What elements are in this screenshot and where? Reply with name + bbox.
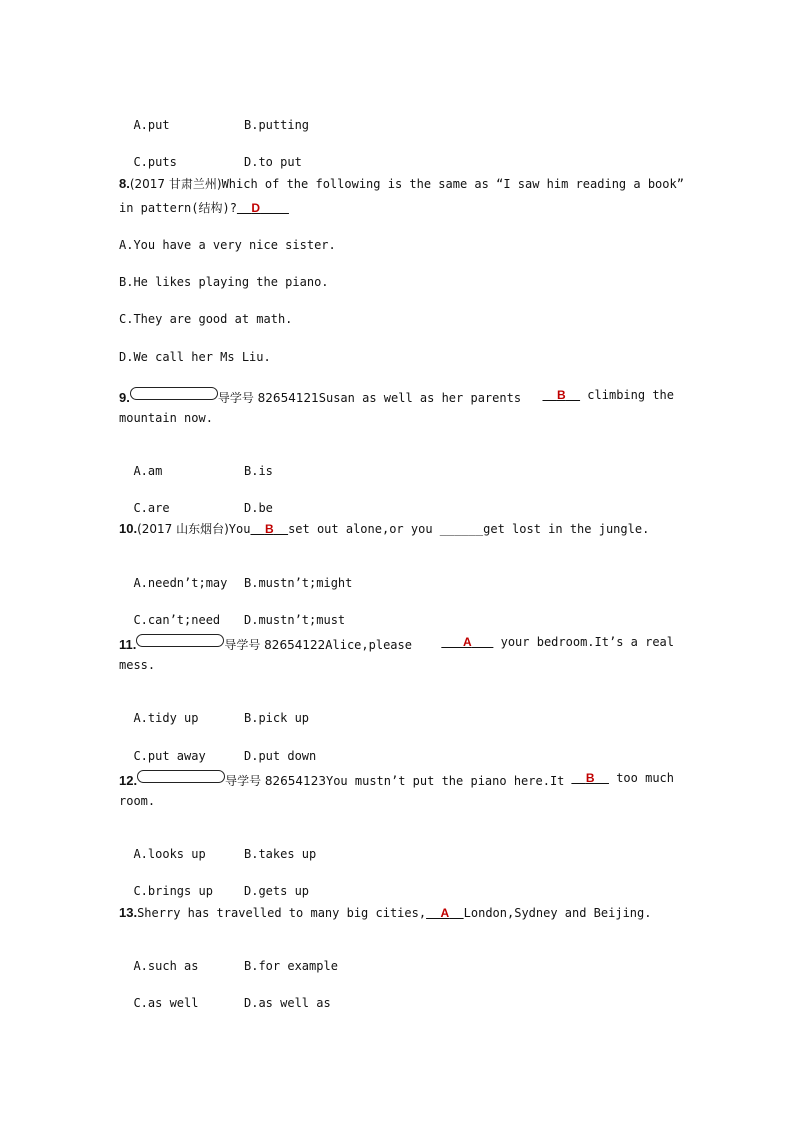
- option-c: C.They are good at math.: [119, 312, 293, 326]
- question-number: 8.: [119, 176, 130, 191]
- question-11-line-1: [119, 634, 674, 653]
- guide-number: 导学号 82654123: [225, 774, 326, 788]
- option-b: B.takes up: [244, 847, 317, 861]
- question-text: You: [228, 522, 251, 536]
- option-b: B.mustn’t;might: [244, 576, 353, 590]
- option-row: [119, 484, 273, 516]
- option-b: B.He likes playing the piano.: [119, 275, 329, 289]
- option-row: [119, 867, 310, 899]
- answer-blank: [426, 905, 464, 921]
- option-c: C.are: [133, 501, 170, 515]
- question-8-line-2: [119, 200, 289, 216]
- answer-blank: [542, 387, 580, 403]
- option-row: [119, 694, 310, 726]
- option-b: B.pick up: [244, 711, 310, 725]
- question-text-end: your bedroom.It’s a real: [500, 635, 674, 649]
- answer-blank: [237, 200, 289, 216]
- guide-box: [137, 770, 225, 783]
- guide-box: [136, 634, 224, 647]
- option-row: [119, 559, 353, 591]
- answer-letter: B: [556, 388, 566, 402]
- answer-letter: B: [264, 522, 274, 536]
- guide-box: [130, 387, 218, 400]
- option-b: B.putting: [244, 118, 310, 132]
- question-text: mess.: [119, 658, 156, 672]
- option-a: A.looks up: [133, 847, 206, 861]
- option-c: C.puts: [133, 155, 177, 169]
- question-9-line-1: [119, 387, 674, 406]
- question-number: 10.: [119, 521, 138, 536]
- option-row: [119, 596, 346, 628]
- question-text: in pattern(结构)?: [119, 201, 237, 215]
- question-text: You mustn’t put the piano here.It: [325, 774, 565, 788]
- question-8-line-1: [119, 176, 684, 192]
- question-text-end: London,Sydney and Beijing.: [463, 906, 652, 920]
- option-d: D.to put: [244, 155, 302, 169]
- option-d: D.as well as: [244, 996, 331, 1010]
- question-text-end: climbing the: [587, 388, 674, 402]
- option-a: A.put: [133, 118, 170, 132]
- guide-number: 导学号 82654121: [217, 391, 319, 405]
- question-12-line-1: [119, 770, 674, 789]
- question-text: room.: [119, 794, 156, 808]
- question-text-end: too much: [616, 771, 674, 785]
- question-text: Susan as well as her parents: [318, 391, 522, 405]
- question-source: (2017 甘肃兰州): [129, 177, 222, 191]
- guide-number: 导学号 82654122: [224, 638, 326, 652]
- answer-blank: [250, 521, 288, 537]
- option-row: [119, 942, 338, 974]
- question-number: 12.: [119, 773, 138, 788]
- option-d: D.mustn’t;must: [244, 613, 346, 627]
- option-a: A.tidy up: [133, 711, 199, 725]
- answer-blank: [441, 634, 493, 650]
- question-text: Alice,please: [325, 638, 412, 652]
- answer-letter: B: [585, 771, 595, 785]
- question-text: Which of the following is the same as “I saw him reading a book”: [221, 177, 684, 191]
- option-c: C.can’t;need: [133, 613, 221, 627]
- question-number: 13.: [119, 905, 138, 920]
- option-d: D.be: [244, 501, 273, 515]
- question-10-line-1: [119, 521, 649, 537]
- option-a: A.such as: [133, 959, 199, 973]
- answer-blank: [571, 770, 609, 786]
- option-row: [119, 732, 317, 764]
- question-text-end: set out alone,or you ______get lost in the jungle.: [288, 522, 650, 536]
- option-a: A.needn’t;may: [133, 576, 228, 590]
- option-d: D.We call her Ms Liu.: [119, 350, 271, 364]
- question-number: 11.: [119, 637, 137, 652]
- question-number: 9.: [119, 390, 130, 405]
- option-row: [119, 447, 273, 479]
- option-d: D.gets up: [244, 884, 310, 898]
- option-c: C.as well: [133, 996, 199, 1010]
- answer-letter: A: [463, 635, 472, 649]
- option-c: C.put away: [133, 749, 206, 763]
- option-row: [119, 138, 302, 170]
- option-c: C.brings up: [133, 884, 213, 898]
- answer-letter: D: [251, 201, 261, 215]
- option-b: B.is: [244, 464, 273, 478]
- option-d: D.put down: [244, 749, 317, 763]
- option-b: B.for example: [244, 959, 338, 973]
- option-a: A.You have a very nice sister.: [119, 238, 336, 252]
- question-text: Sherry has travelled to many big cities,: [137, 906, 427, 920]
- question-source: (2017 山东烟台): [137, 522, 229, 536]
- option-row: [119, 101, 310, 133]
- option-row: [119, 830, 317, 862]
- question-text: mountain now.: [119, 411, 213, 425]
- option-a: A.am: [133, 464, 163, 478]
- answer-letter: A: [440, 906, 450, 920]
- question-13-line-1: [119, 905, 651, 921]
- option-row: [119, 979, 331, 1011]
